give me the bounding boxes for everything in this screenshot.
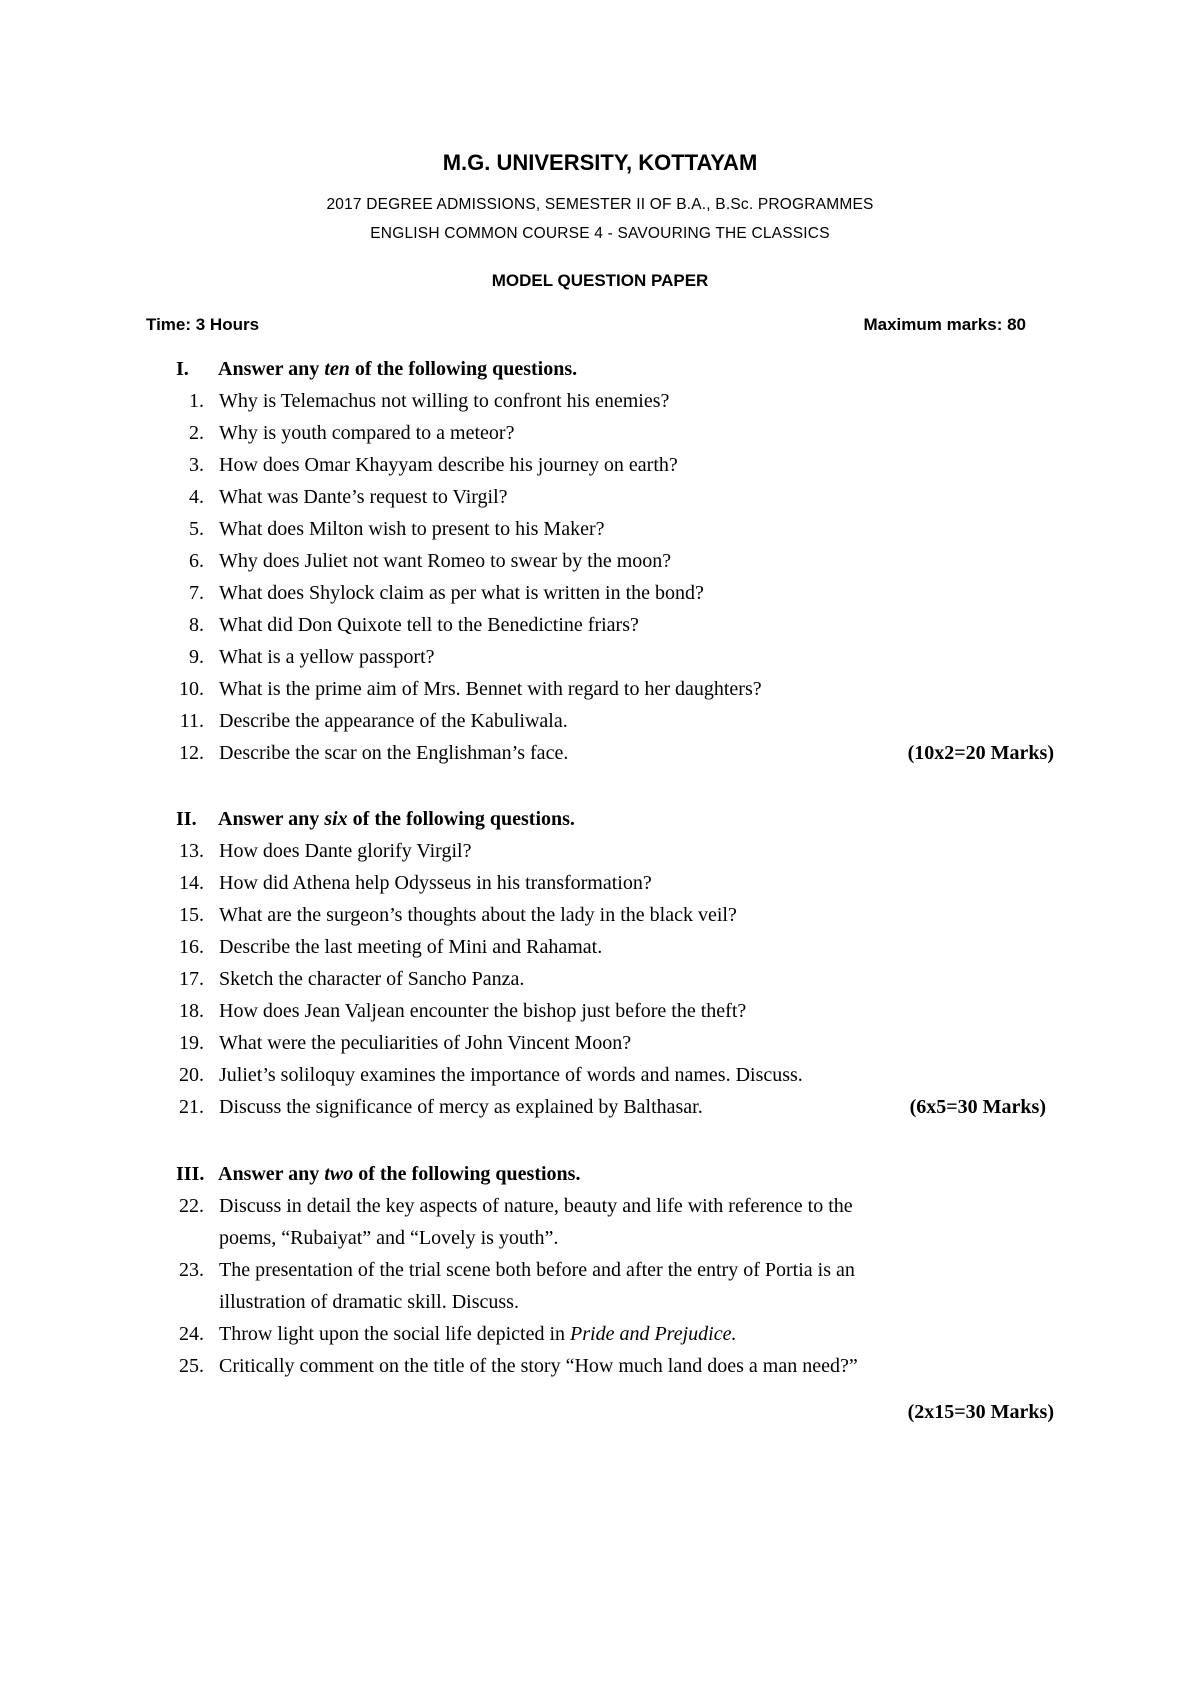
- max-marks-label: Maximum marks: 80: [863, 315, 1026, 334]
- question-number: 23.: [179, 1259, 204, 1281]
- instruction-post: of the following questions.: [353, 1163, 581, 1185]
- question-number: 9.: [189, 646, 204, 668]
- question-text: How does Dante glorify Virgil?: [219, 840, 472, 862]
- section-heading-1: [176, 358, 577, 381]
- question-number: 10.: [179, 678, 204, 700]
- question-text: Why is Telemachus not willing to confront his enemies?: [219, 390, 670, 412]
- question-text: Discuss the significance of mercy as explained by Balthasar.: [219, 1096, 703, 1118]
- question-number: 7.: [189, 582, 204, 604]
- question-number: 16.: [179, 936, 204, 958]
- question-text: How does Omar Khayyam describe his journey on earth?: [219, 454, 678, 476]
- question-text: What does Shylock claim as per what is written in the bond?: [219, 582, 704, 604]
- instruction-post: of the following questions.: [347, 808, 575, 830]
- question-continuation: illustration of dramatic skill. Discuss.: [219, 1291, 519, 1313]
- instruction-pre: Answer any: [218, 808, 325, 830]
- question-text-plain: Throw light upon the social life depicted in: [219, 1323, 571, 1345]
- question-text: What is the prime aim of Mrs. Bennet with regard to her daughters?: [219, 678, 762, 700]
- question-number: 2.: [189, 422, 204, 444]
- question-number: 24.: [179, 1323, 204, 1345]
- question-number: 22.: [179, 1195, 204, 1217]
- question-text: What does Milton wish to present to his Maker?: [219, 518, 605, 540]
- question-text: Describe the scar on the Englishman’s face.: [219, 742, 569, 764]
- section-numeral: I.: [176, 358, 189, 380]
- question-number: 19.: [179, 1032, 204, 1054]
- paper-type-heading: MODEL QUESTION PAPER: [491, 271, 709, 290]
- question-text: Why is youth compared to a meteor?: [219, 422, 515, 444]
- section-marks: (10x2=20 Marks): [907, 742, 1054, 764]
- question-text: How did Athena help Odysseus in his transformation?: [219, 872, 652, 894]
- instruction-post: of the following questions.: [349, 358, 578, 380]
- question-text: The presentation of the trial scene both before and after the entry of Portia is an: [219, 1259, 855, 1281]
- question-number: 25.: [179, 1355, 204, 1377]
- question-text: What is a yellow passport?: [219, 646, 435, 668]
- question-text: What are the surgeon’s thoughts about the lady in the black veil?: [219, 904, 737, 926]
- admissions-line: 2017 DEGREE ADMISSIONS, SEMESTER II OF B.A., B.Sc. PROGRAMMES: [326, 196, 874, 213]
- instruction-emphasis: two: [324, 1163, 354, 1185]
- question-text: [219, 1323, 736, 1346]
- section-marks: (2x15=30 Marks): [907, 1401, 1054, 1423]
- question-text: Describe the appearance of the Kabuliwala.: [219, 710, 568, 732]
- question-text: Discuss in detail the key aspects of nature, beauty and life with reference to the: [219, 1195, 853, 1217]
- question-text: How does Jean Valjean encounter the bishop just before the theft?: [219, 1000, 747, 1022]
- question-number: 18.: [179, 1000, 204, 1022]
- section-heading-3: [176, 1163, 580, 1186]
- question-text: Critically comment on the title of the story “How much land does a man need?”: [219, 1355, 858, 1377]
- question-text: What did Don Quixote tell to the Benedictine friars?: [219, 614, 639, 636]
- question-number: 12.: [179, 742, 204, 764]
- section-numeral: III.: [176, 1163, 205, 1185]
- question-number: 5.: [189, 518, 204, 540]
- question-number: 21.: [179, 1096, 204, 1118]
- question-number: 4.: [189, 486, 204, 508]
- question-number: 1.: [189, 390, 204, 412]
- question-text: What was Dante’s request to Virgil?: [219, 486, 508, 508]
- question-number: 15.: [179, 904, 204, 926]
- question-number: 13.: [179, 840, 204, 862]
- section-marks: (6x5=30 Marks): [909, 1096, 1046, 1118]
- section-heading-2: [176, 808, 575, 831]
- section-numeral: II.: [176, 808, 197, 830]
- question-number: 14.: [179, 872, 204, 894]
- course-line: ENGLISH COMMON COURSE 4 - SAVOURING THE CLASSICS: [370, 225, 830, 242]
- instruction-pre: Answer any: [218, 1163, 325, 1185]
- instruction-pre: Answer any: [218, 358, 325, 380]
- question-text: Juliet’s soliloquy examines the importance of words and names. Discuss.: [219, 1064, 803, 1086]
- question-number: 3.: [189, 454, 204, 476]
- time-label: Time: 3 Hours: [146, 315, 260, 334]
- question-number: 11.: [179, 710, 204, 732]
- question-number: 17.: [179, 968, 204, 990]
- question-text: Sketch the character of Sancho Panza.: [219, 968, 525, 990]
- question-text: What were the peculiarities of John Vincent Moon?: [219, 1032, 632, 1054]
- question-number: 20.: [179, 1064, 204, 1086]
- university-title: M.G. UNIVERSITY, KOTTAYAM: [442, 150, 758, 175]
- book-title: Pride and Prejudice.: [570, 1323, 737, 1345]
- question-text: Why does Juliet not want Romeo to swear by the moon?: [219, 550, 672, 572]
- question-text: Describe the last meeting of Mini and Rahamat.: [219, 936, 603, 958]
- instruction-emphasis: six: [324, 808, 348, 830]
- instruction-emphasis: ten: [324, 358, 350, 380]
- question-continuation: poems, “Rubaiyat” and “Lovely is youth”.: [219, 1227, 559, 1249]
- question-number: 8.: [189, 614, 204, 636]
- question-number: 6.: [189, 550, 204, 572]
